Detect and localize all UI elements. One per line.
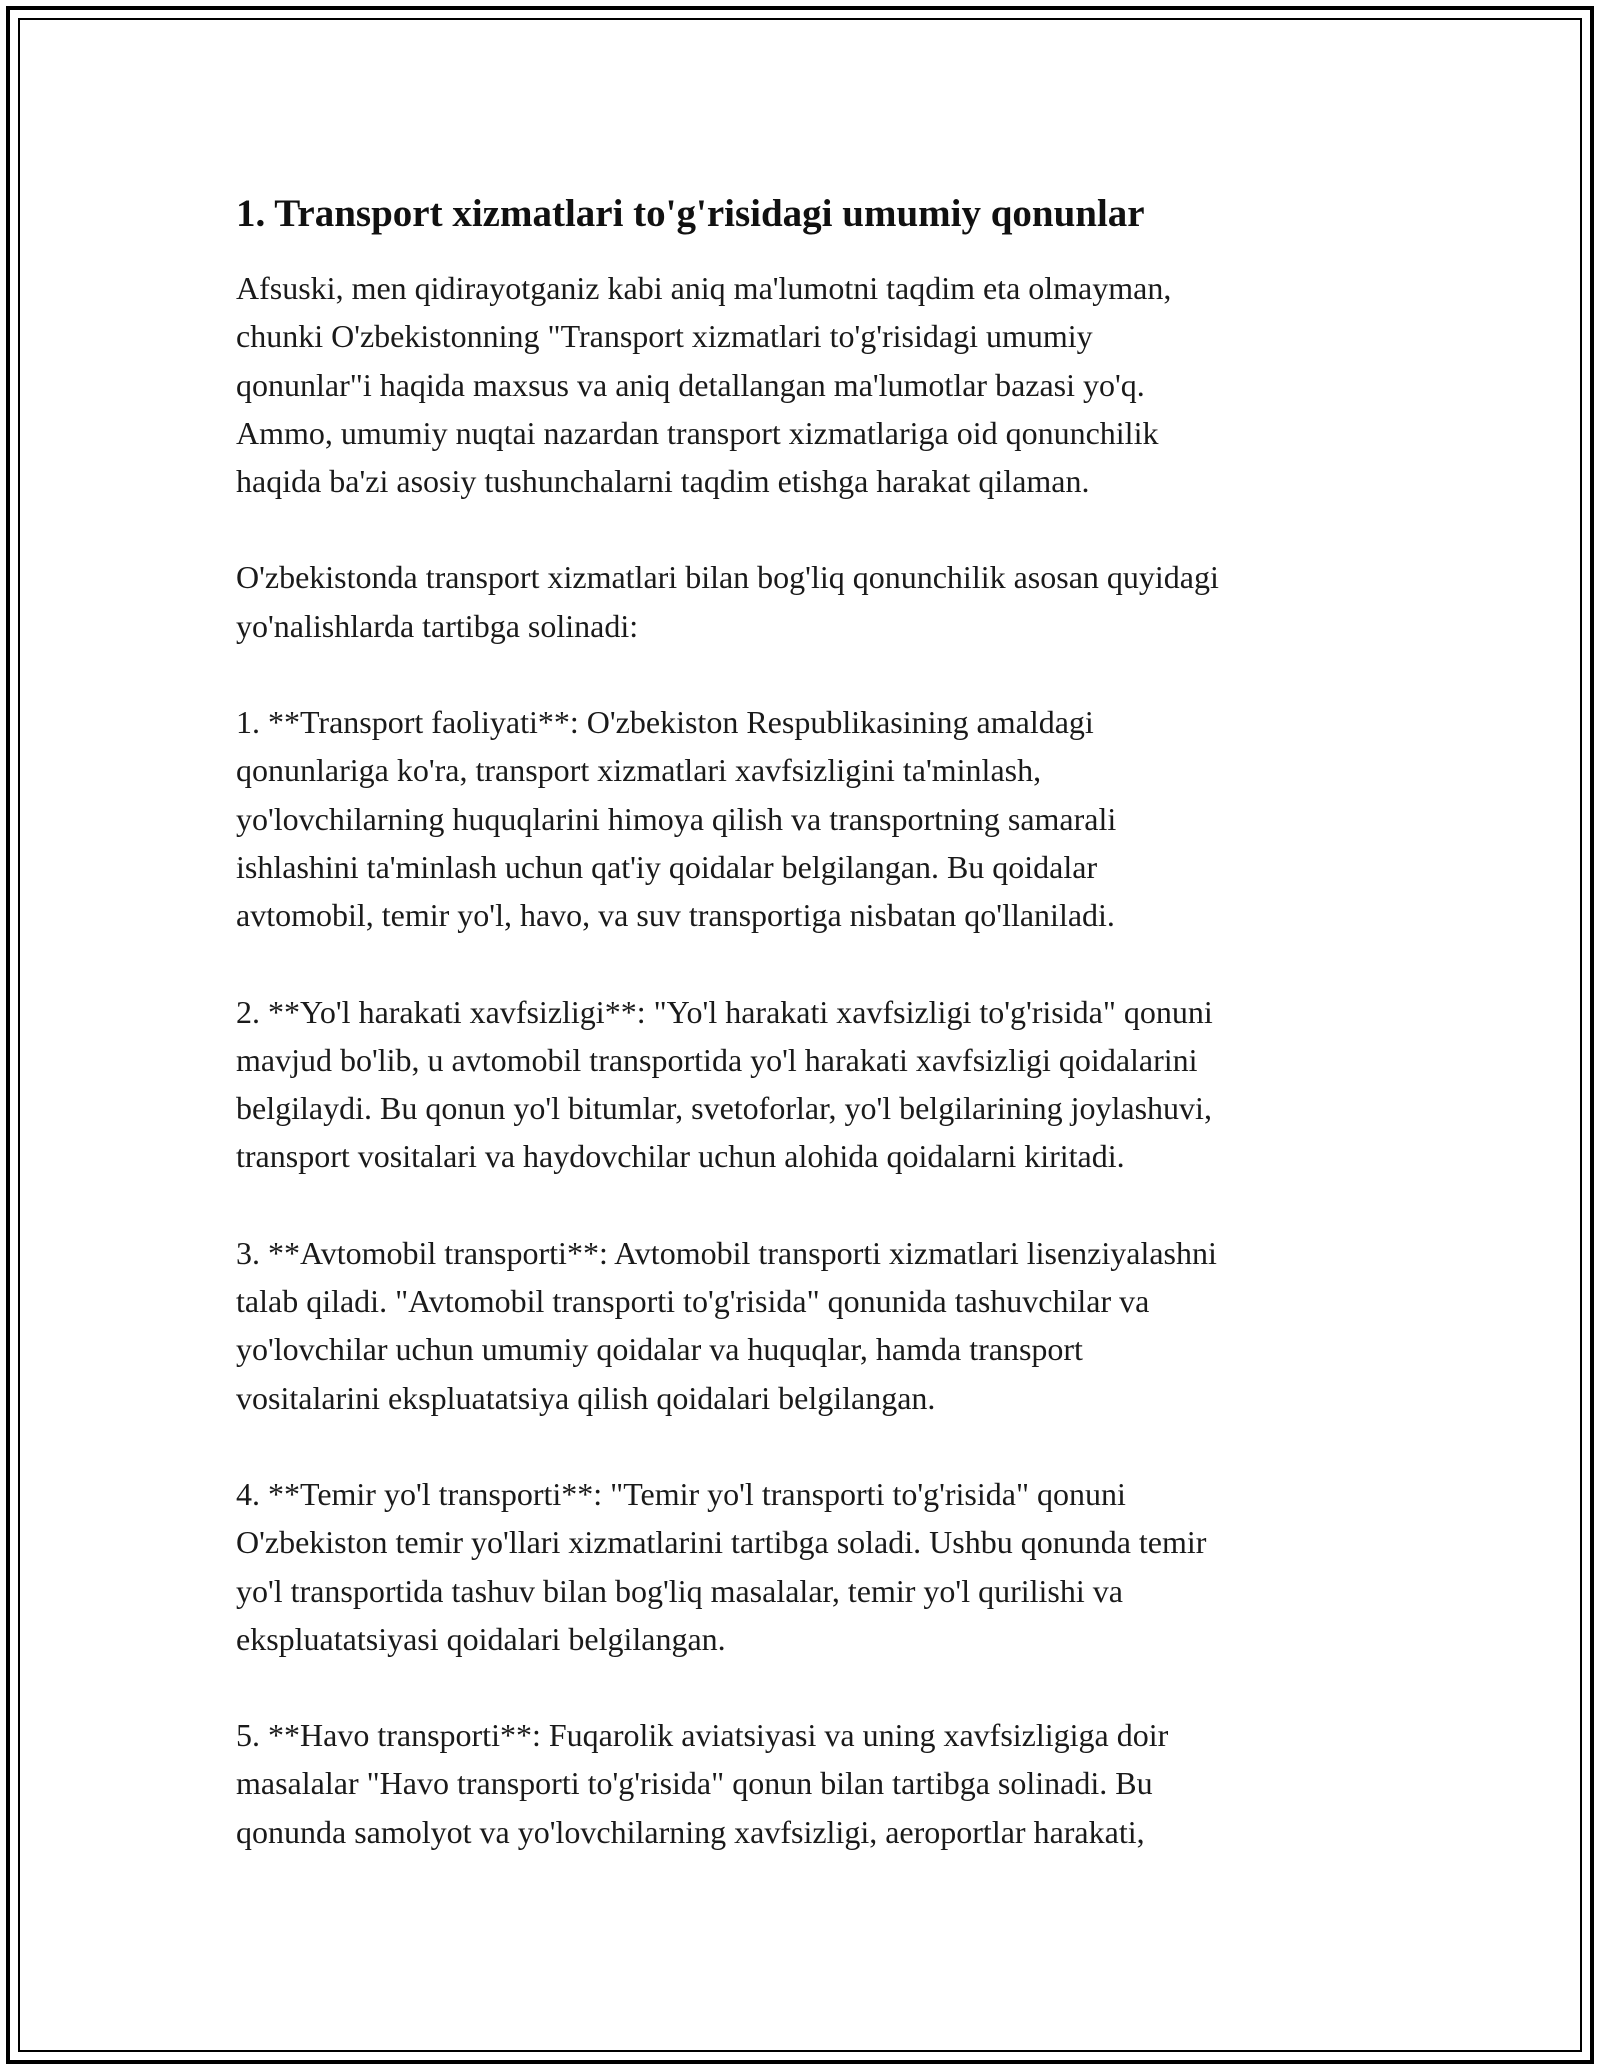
document-body — [236, 186, 1376, 1856]
context-paragraph: O'zbekistonda transport xizmatlari bilan bog'liq qonunchilik asosan quyidagi yo'nalishlarda tartibga solinadi: — [236, 559, 1219, 644]
list-item-road-safety: 2. **Yo'l harakati xavfsizligi**: "Yo'l harakati xavfsizligi to'g'risida" qonuni mavjud bo'lib, u avtomobil transportida yo'l harakati xavfsizligi qoidalarini belgilaydi. Bu qonun yo'l bitumlar, svetoforlar, yo'l belgilarining joylashuvi, transport vositalari va haydovchilar uchun alohida qoidalarni kiritadi. — [236, 993, 1213, 1175]
intro-paragraph: Afsuski, men qidirayotganiz kabi aniq ma'lumotni taqdim eta olmayman, chunki O'zbekistonning "Transport xizmatlari to'g'risidagi umumiy qonunlar"i haqida maxsus va aniq detallangan ma'lumotlar bazasi yo'q. Ammo, umumiy nuqtai nazardan transport xizmatlariga oid qonunchilik haqida ba'zi asosiy tushunchalarni taqdim etishga harakat qilaman. — [236, 270, 1172, 500]
document-title: 1. Transport xizmatlari to'g'risidagi umumiy qonunlar — [236, 192, 1145, 235]
list-item-automobile-transport: 3. **Avtomobil transporti**: Avtomobil transporti xizmatlari lisenziyalashni talab qiladi. "Avtomobil transporti to'g'risida" qonunida tashuvchilar va yo'lovchilar uchun umumiy qoidalar va huquqlar, hamda transport vositalarini ekspluatatsiya qilish qoidalari belgilangan. — [236, 1234, 1217, 1416]
list-item-railway-transport: 4. **Temir yo'l transporti**: "Temir yo'l transporti to'g'risida" qonuni O'zbekiston temir yo'llari xizmatlarini tartibga soladi. Ushbu qonunda temir yo'l transportida tashuv bilan bog'liq masalalar, temir yo'l qurilishi va ekspluatatsiyasi qoidalari belgilangan. — [236, 1475, 1207, 1657]
list-item-transport-activity: 1. **Transport faoliyati**: O'zbekiston Respublikasining amaldagi qonunlariga ko'ra, transport xizmatlari xavfsizligini ta'minlash, yo'lovchilarning huquqlarini himoya qilish va transportning samarali ishlashini ta'minlash uchun qat'iy qoidalar belgilangan. Bu qoidalar avtomobil, temir yo'l, havo, va suv transportiga nisbatan qo'llaniladi. — [236, 704, 1117, 934]
list-item-air-transport: 5. **Havo transporti**: Fuqarolik aviatsiyasi va uning xavfsizligiga doir masalalar "Havo transporti to'g'risida" qonun bilan tartibga solinadi. Bu qonunda samolyot va yo'lovchilarning xavfsizligi, aeroportlar harakati, — [236, 1717, 1169, 1850]
